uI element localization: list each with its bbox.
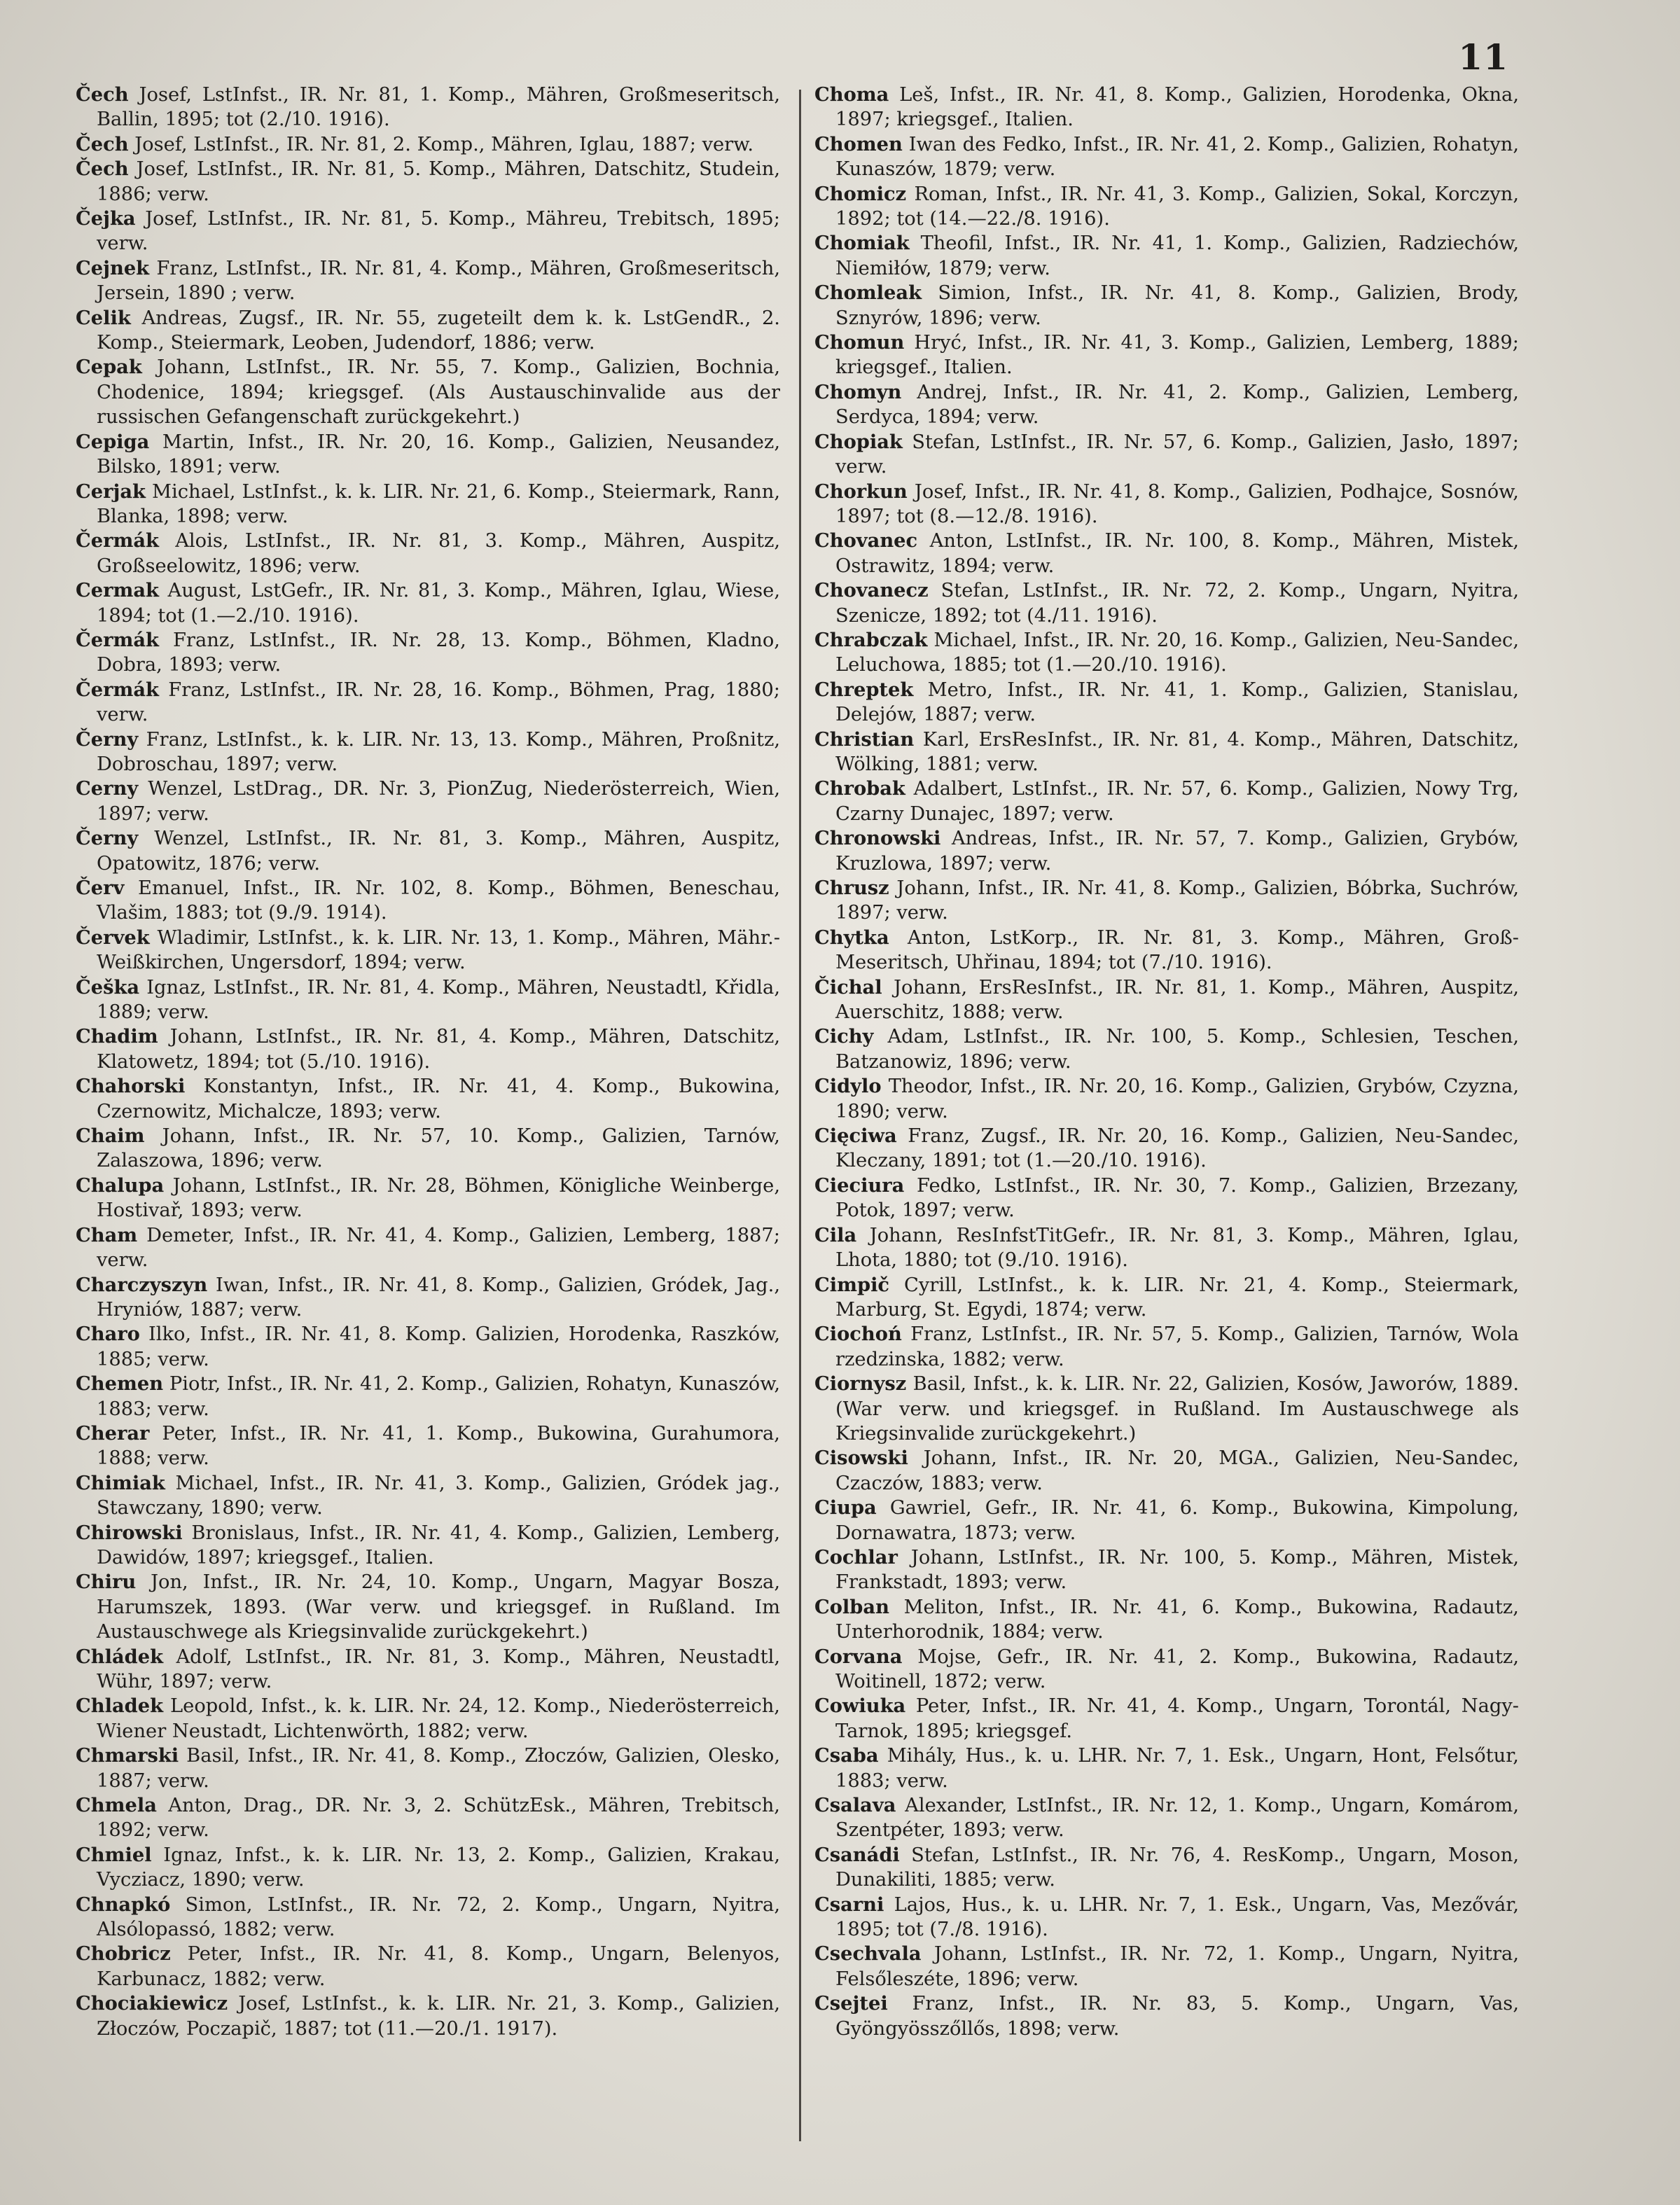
register-entry <box>76 1124 780 1174</box>
entry-surname: Cerjak <box>76 480 146 503</box>
entry-details: Anton, LstInfst., IR. Nr. 100, 8. Komp., Mähren, Mistek, Ostrawitz, 1894; verw. <box>835 530 1519 577</box>
entry-surname: Češka <box>76 975 140 999</box>
entry-details: Michael, LstInfst., k. k. LIR. Nr. 21, 6. Komp., Steiermark, Rann, Blanka, 1898; verw. <box>97 480 780 527</box>
entry-surname: Chovanecz <box>814 579 929 602</box>
register-entry <box>814 1322 1519 1372</box>
entry-surname: Corvana <box>814 1645 903 1668</box>
entry-details: Franz, LstInfst., IR. Nr. 28, 16. Komp., Böhmen, Prag, 1880; verw. <box>97 679 780 726</box>
entry-surname: Chomun <box>814 331 905 354</box>
entry-surname: Csanádi <box>814 1843 900 1866</box>
entry-surname: Červ <box>76 877 125 899</box>
entry-details: Ignaz, Infst., k. k. LIR. Nr. 13, 2. Komp., Galizien, Krakau, Vycziacz, 1890; verw. <box>97 1844 780 1891</box>
entry-details: Peter, Infst., IR. Nr. 41, 8. Komp., Ungarn, Belenyos, Karbunacz, 1882; verw. <box>97 1943 780 1990</box>
entry-details: Bronislaus, Infst., IR. Nr. 41, 4. Komp., Galizien, Lemberg, Dawidów, 1897; kriegsgef., Italien. <box>97 1522 780 1568</box>
register-entry <box>814 1124 1519 1174</box>
entry-surname: Chrabczak <box>814 628 928 651</box>
entry-surname: Charczyszyn <box>76 1273 208 1296</box>
entry-surname: Chytka <box>814 926 889 949</box>
entry-surname: Cejnek <box>76 256 150 279</box>
entry-surname: Cerny <box>76 777 139 800</box>
entry-details: Stefan, LstInfst., IR. Nr. 76, 4. ResKomp., Ungarn, Moson, Dunakiliti, 1885; verw. <box>835 1844 1519 1891</box>
left-column <box>76 83 780 2155</box>
entry-details: Johann, ResInfstTitGefr., IR. Nr. 81, 3. Komp., Mähren, Iglau, Lhota, 1880; tot (9./10. 1916). <box>835 1224 1519 1272</box>
register-entry <box>814 1942 1519 1991</box>
register-entry <box>76 1223 780 1273</box>
entry-surname: Chomyn <box>814 380 902 403</box>
entry-details: Ignaz, LstInfst., IR. Nr. 81, 4. Komp., Mähren, Neustadtl, Křidla, 1889; verw. <box>97 976 780 1024</box>
entry-surname: Cieciura <box>814 1174 905 1197</box>
entry-surname: Cimpič <box>814 1273 890 1296</box>
entry-details: Franz, Zugsf., IR. Nr. 20, 16. Komp., Galizien, Neu-Sandec, Kleczany, 1891; tot (1.—20./10. 1916). <box>835 1125 1519 1172</box>
entry-details: Franz, Infst., IR. Nr. 83, 5. Komp., Ungarn, Vas, Gyöngyösszőllős, 1898; verw. <box>835 1993 1519 2040</box>
entry-details: Josef, LstInfst., IR. Nr. 81, 5. Komp., Mähren, Datschitz, Studein, 1886; verw. <box>97 158 780 205</box>
register-entry <box>814 380 1519 430</box>
entry-surname: Chrusz <box>814 877 889 899</box>
entry-surname: Ciornysz <box>814 1372 907 1396</box>
entry-surname: Cila <box>814 1223 857 1246</box>
register-entry <box>814 678 1519 728</box>
register-entry <box>76 83 780 132</box>
entry-surname: Chmarski <box>76 1744 179 1767</box>
entry-surname: Cermak <box>76 579 159 602</box>
register-entry <box>76 1991 780 2041</box>
entry-details: Adalbert, LstInfst., IR. Nr. 57, 6. Komp., Galizien, Nowy Trg, Czarny Dunajec, 1897; verw. <box>835 778 1519 825</box>
entry-details: Simion, Infst., IR. Nr. 41, 8. Komp., Galizien, Brody, Sznyrów, 1896; verw. <box>835 282 1519 329</box>
entry-details: Johann, ErsResInfst., IR. Nr. 81, 1. Komp., Mähren, Auspitz, Auerschitz, 1888; verw. <box>835 976 1519 1024</box>
register-entry <box>814 1446 1519 1496</box>
entry-details: Josef, LstInfst., k. k. LIR. Nr. 21, 3. Komp., Galizien, Złoczów, Poczapič, 1887; tot (11.—20./1. 1917). <box>97 1993 780 2040</box>
register-entry <box>814 1694 1519 1744</box>
entry-surname: Cowiuka <box>814 1695 906 1718</box>
register-entry <box>76 1521 780 1571</box>
entry-details: Mihály, Hus., k. u. LHR. Nr. 7, 1. Esk., Ungarn, Hont, Felsőtur, 1883; verw. <box>835 1745 1519 1792</box>
register-entry <box>76 355 780 429</box>
register-entry <box>76 1372 780 1421</box>
entry-surname: Chmela <box>76 1794 157 1817</box>
entry-details: Basil, Infst., IR. Nr. 41, 8. Komp., Złoczów, Galizien, Olesko, 1887; verw. <box>97 1745 780 1792</box>
entry-surname: Chmiel <box>76 1843 152 1866</box>
entry-surname: Colban <box>814 1595 889 1618</box>
entry-details: Iwan des Fedko, Infst., IR. Nr. 41, 2. Komp., Galizien, Rohatyn, Kunaszów, 1879; verw. <box>835 133 1519 181</box>
register-entry <box>814 975 1519 1025</box>
entry-details: Johann, LstInfst., IR. Nr. 100, 5. Komp., Mähren, Mistek, Frankstadt, 1893; verw. <box>835 1546 1519 1594</box>
entry-details: Wenzel, LstDrag., DR. Nr. 3, PionZug, Niederösterreich, Wien, 1897; verw. <box>97 778 780 825</box>
register-entry <box>814 83 1519 132</box>
entry-surname: Cidylo <box>814 1075 882 1098</box>
entry-surname: Chimiak <box>76 1471 165 1494</box>
entry-details: Alexander, LstInfst., IR. Nr. 12, 1. Komp., Ungarn, Komárom, Szentpéter, 1893; verw. <box>835 1795 1519 1842</box>
register-entry <box>76 1843 780 1893</box>
entry-details: Peter, Infst., IR. Nr. 41, 1. Komp., Bukowina, Gurahumora, 1888; verw. <box>97 1422 780 1470</box>
entry-details: Basil, Infst., k. k. LIR. Nr. 22, Galizien, Kosów, Jaworów, 1889. (War verw. und kriegsgef. in Rußland. Im Austauschwege als Kriegsinvalide zurückgekehrt.) <box>835 1373 1519 1445</box>
entry-surname: Chirowski <box>76 1521 183 1544</box>
register-entry <box>76 926 780 975</box>
register-entry <box>76 256 780 306</box>
entry-surname: Chadim <box>76 1025 158 1048</box>
entry-details: Demeter, Infst., IR. Nr. 41, 4. Komp., Galizien, Lemberg, 1887; verw. <box>97 1224 780 1272</box>
register-entry <box>76 1024 780 1074</box>
entry-details: Peter, Infst., IR. Nr. 41, 4. Komp., Ungarn, Torontál, Nagy-Tarnok, 1895; kriegsgef. <box>835 1695 1519 1742</box>
register-entry <box>814 926 1519 975</box>
entry-details: Anton, Drag., DR. Nr. 3, 2. SchützEsk., Mähren, Trebitsch, 1892; verw. <box>97 1795 780 1842</box>
register-entry <box>814 331 1519 380</box>
register-entry <box>814 728 1519 777</box>
entry-details: Josef, LstInfst., IR. Nr. 81, 2. Komp., Mähren, Iglau, 1887; verw. <box>128 133 754 155</box>
entry-surname: Cichy <box>814 1025 874 1048</box>
register-entry <box>814 1273 1519 1323</box>
entry-surname: Černy <box>76 728 139 751</box>
entry-surname: Chovanec <box>814 529 918 552</box>
register-entry <box>76 1174 780 1223</box>
register-entry <box>76 1421 780 1471</box>
register-entry <box>814 182 1519 232</box>
entry-details: Andrej, Infst., IR. Nr. 41, 2. Komp., Galizien, Lemberg, Serdyca, 1894; verw. <box>835 381 1519 429</box>
entry-details: Theodor, Infst., IR. Nr. 20, 16. Komp., Galizien, Grybów, Czyzna, 1890; verw. <box>835 1076 1519 1122</box>
entry-details: Emanuel, Infst., IR. Nr. 102, 8. Komp., Böhmen, Beneschau, Vlašim, 1883; tot (9./9. 1914). <box>97 877 780 924</box>
entry-surname: Chreptek <box>814 678 914 701</box>
register-entry <box>76 1322 780 1372</box>
register-entry <box>76 628 780 678</box>
register-entry <box>76 132 780 157</box>
register-entry <box>814 1595 1519 1645</box>
entry-surname: Ciupa <box>814 1496 877 1519</box>
entry-details: Gawriel, Gefr., IR. Nr. 41, 6. Komp., Bukowina, Kimpolung, Dornawatra, 1873; verw. <box>835 1497 1519 1544</box>
entry-surname: Christian <box>814 728 915 751</box>
entry-surname: Chnapkó <box>76 1893 171 1916</box>
register-entry <box>814 1793 1519 1843</box>
entry-details: Theofil, Infst., IR. Nr. 41, 1. Komp., Galizien, Radziechów, Niemiłów, 1879; verw. <box>835 232 1519 279</box>
entry-details: Adam, LstInfst., IR. Nr. 100, 5. Komp., Schlesien, Teschen, Batzanowiz, 1896; verw. <box>835 1026 1519 1073</box>
register-entry <box>76 306 780 356</box>
entry-details: Konstantyn, Infst., IR. Nr. 41, 4. Komp., Bukowina, Czernowitz, Michalcze, 1893; verw. <box>97 1076 780 1122</box>
entry-surname: Čichal <box>814 975 882 999</box>
entry-surname: Chomleak <box>814 281 922 305</box>
register-entry <box>76 728 780 777</box>
entry-details: Fedko, LstInfst., IR. Nr. 30, 7. Komp., Galizien, Brzezany, Potok, 1897; verw. <box>835 1174 1519 1222</box>
entry-details: Leš, Infst., IR. Nr. 41, 8. Komp., Galizien, Horodenka, Okna, 1897; kriegsgef., Italien. <box>835 84 1519 131</box>
register-entry <box>76 777 780 826</box>
register-entry <box>76 1694 780 1744</box>
register-entry <box>76 529 780 578</box>
entry-details: Meliton, Infst., IR. Nr. 41, 6. Komp., Bukowina, Radautz, Unterhorodnik, 1884; verw. <box>835 1596 1519 1643</box>
register-entry <box>814 430 1519 480</box>
entry-surname: Chobricz <box>76 1942 171 1966</box>
register-entry <box>814 777 1519 826</box>
register-entry <box>76 876 780 926</box>
register-entry <box>814 529 1519 578</box>
entry-details: Wenzel, LstInfst., IR. Nr. 81, 3. Komp., Mähren, Auspitz, Opatowitz, 1876; verw. <box>97 828 780 875</box>
entry-surname: Ciochoń <box>814 1323 902 1346</box>
entry-details: Michael, Infst., IR. Nr. 20, 16. Komp., Galizien, Neu-Sandec, Leluchowa, 1885; tot (1.—20./10. 1916). <box>835 629 1519 676</box>
register-entry <box>814 231 1519 281</box>
entry-surname: Chopiak <box>814 430 903 453</box>
register-entry <box>814 826 1519 876</box>
entry-details: Josef, LstInfst., IR. Nr. 81, 1. Komp., Mähren, Großmeseritsch, Ballin, 1895; tot (2./10. 1916). <box>97 84 780 131</box>
entry-surname: Chomiak <box>814 232 910 255</box>
entry-surname: Cochlar <box>814 1545 898 1568</box>
right-column <box>814 83 1519 2155</box>
entry-details: Franz, LstInfst., IR. Nr. 81, 4. Komp., Mähren, Großmeseritsch, Jersein, 1890 ; verw. <box>97 257 780 305</box>
page-number: 11 <box>1458 36 1508 78</box>
entry-details: Ilko, Infst., IR. Nr. 41, 8. Komp. Galizien, Horodenka, Raszków, 1885; verw. <box>97 1323 780 1370</box>
register-entry <box>814 1024 1519 1074</box>
register-entry <box>814 132 1519 182</box>
entry-surname: Chemen <box>76 1372 164 1396</box>
entry-surname: Chaim <box>76 1125 145 1148</box>
entry-details: Piotr, Infst., IR. Nr. 41, 2. Komp., Galizien, Rohatyn, Kunaszów, 1883; verw. <box>97 1373 780 1420</box>
entry-details: Wladimir, LstInfst., k. k. LIR. Nr. 13, 1. Komp., Mähren, Mähr.-Weißkirchen, Ungersdorf, 1894; verw. <box>97 926 780 974</box>
entry-surname: Cepiga <box>76 430 150 453</box>
entry-surname: Celik <box>76 306 131 329</box>
entry-surname: Csalava <box>814 1794 896 1817</box>
register-entry <box>76 1570 780 1644</box>
entry-surname: Csaba <box>814 1744 879 1767</box>
entry-surname: Cięciwa <box>814 1125 897 1148</box>
entry-details: Johann, Infst., IR. Nr. 41, 8. Komp., Galizien, Bóbrka, Suchrów, 1897; verw. <box>835 877 1519 924</box>
entry-details: Johann, Infst., IR. Nr. 57, 10. Komp., Galizien, Tarnów, Zalaszowa, 1896; verw. <box>97 1125 780 1172</box>
entry-details: Metro, Infst., IR. Nr. 41, 1. Komp., Galizien, Stanislau, Delejów, 1887; verw. <box>835 679 1519 726</box>
entry-surname: Cham <box>76 1223 138 1246</box>
register-entry <box>76 1942 780 1991</box>
entry-details: Martin, Infst., IR. Nr. 20, 16. Komp., Galizien, Neusandez, Bilsko, 1891; verw. <box>97 431 780 478</box>
register-entry <box>814 1843 1519 1893</box>
entry-surname: Chahorski <box>76 1075 186 1098</box>
entry-surname: Čejka <box>76 207 136 230</box>
register-entry <box>814 1372 1519 1446</box>
entry-surname: Chomen <box>814 132 903 155</box>
register-entry <box>814 1991 1519 2041</box>
register-entry <box>76 430 780 480</box>
entry-surname: Csechvala <box>814 1942 922 1966</box>
entry-surname: Chronowski <box>814 827 941 850</box>
entry-surname: Cisowski <box>814 1447 908 1470</box>
entry-surname: Chiru <box>76 1571 137 1594</box>
register-entry <box>814 1893 1519 1942</box>
entry-surname: Cherar <box>76 1421 150 1445</box>
entry-details: Alois, LstInfst., IR. Nr. 81, 3. Komp., Mähren, Auspitz, Großseelowitz, 1896; verw. <box>97 530 780 577</box>
register-entry <box>76 1645 780 1695</box>
register-entry <box>814 1223 1519 1273</box>
entry-details: Anton, LstKorp., IR. Nr. 81, 3. Komp., Mähren, Groß-Meseritsch, Uhřinau, 1894; tot (7./10. 1916). <box>835 926 1519 974</box>
entry-details: Simon, LstInfst., IR. Nr. 72, 2. Komp., Ungarn, Nyitra, Alsólopassó, 1882; verw. <box>97 1893 780 1941</box>
entry-surname: Chociakiewicz <box>76 1992 228 2015</box>
register-entry <box>814 1645 1519 1695</box>
entry-details: Johann, LstInfst., IR. Nr. 28, Böhmen, Königliche Weinberge, Hostivař, 1893; verw. <box>97 1174 780 1222</box>
register-entry <box>814 1744 1519 1793</box>
entry-details: Hryć, Infst., IR. Nr. 41, 3. Komp., Galizien, Lemberg, 1889; kriegsgef., Italien. <box>835 332 1519 379</box>
register-entry <box>76 157 780 207</box>
register-entry <box>76 1074 780 1124</box>
entry-surname: Charo <box>76 1323 140 1346</box>
entry-details: Franz, LstInfst., IR. Nr. 28, 13. Komp., Böhmen, Kladno, Dobra, 1893; verw. <box>97 629 780 676</box>
register-entry <box>76 1793 780 1843</box>
entry-surname: Chrobak <box>814 777 905 800</box>
entry-details: Johann, LstInfst., IR. Nr. 72, 1. Komp., Ungarn, Nyitra, Felsőleszéte, 1896; verw. <box>835 1943 1519 1990</box>
register-entry <box>76 1744 780 1793</box>
entry-surname: Černy <box>76 827 139 850</box>
register-entry <box>76 578 780 628</box>
column-divider <box>799 90 801 2141</box>
entry-surname: Červek <box>76 926 150 949</box>
entry-surname: Chladek <box>76 1695 163 1718</box>
entry-details: Johann, LstInfst., IR. Nr. 55, 7. Komp., Galizien, Bochnia, Chodenice, 1894; kriegsgef. (Als Austauschinvalide aus der russischen Gefangenschaft zurückgekehrt.) <box>97 356 780 429</box>
entry-surname: Csejtei <box>814 1992 888 2015</box>
register-entry <box>76 480 780 529</box>
register-entry <box>814 876 1519 926</box>
entry-surname: Chorkun <box>814 480 908 503</box>
entry-details: Karl, ErsResInfst., IR. Nr. 81, 4. Komp., Mähren, Datschitz, Wölking, 1881; verw. <box>835 728 1519 775</box>
entry-surname: Čech <box>76 158 129 181</box>
register-entry <box>814 1174 1519 1223</box>
entry-details: Andreas, Zugsf., IR. Nr. 55, zugeteilt dem k. k. LstGendR., 2. Komp., Steiermark, Leoben, Judendorf, 1886; verw. <box>97 307 780 354</box>
entry-surname: Chalupa <box>76 1174 165 1197</box>
entry-surname: Čech <box>76 132 129 155</box>
register-entry <box>76 1273 780 1323</box>
entry-details: Johann, LstInfst., IR. Nr. 81, 4. Komp., Mähren, Datschitz, Klatowetz, 1894; tot (5./10. 1916). <box>97 1026 780 1073</box>
entry-details: Andreas, Infst., IR. Nr. 57, 7. Komp., Galizien, Grybów, Kruzlowa, 1897; verw. <box>835 828 1519 875</box>
entry-surname: Cepak <box>76 356 142 379</box>
entry-details: Johann, Infst., IR. Nr. 20, MGA., Galizien, Neu-Sandec, Czaczów, 1883; verw. <box>835 1447 1519 1494</box>
entry-details: Josef, LstInfst., IR. Nr. 81, 5. Komp., Mähreu, Trebitsch, 1895; verw. <box>97 208 780 255</box>
register-entry <box>814 480 1519 529</box>
entry-details: Franz, LstInfst., IR. Nr. 57, 5. Komp., Galizien, Tarnów, Wola rzedzinska, 1882; verw. <box>835 1323 1519 1370</box>
register-entry <box>76 826 780 876</box>
register-entry <box>814 281 1519 331</box>
register-entry <box>76 975 780 1025</box>
register-entry <box>76 1893 780 1942</box>
entry-details: Roman, Infst., IR. Nr. 41, 3. Komp., Galizien, Sokal, Korczyn, 1892; tot (14.—22./8. 1916). <box>835 183 1519 230</box>
entry-details: Stefan, LstInfst., IR. Nr. 72, 2. Komp., Ungarn, Nyitra, Szenicze, 1892; tot (4./11. 1916). <box>835 580 1519 627</box>
entry-surname: Čech <box>76 83 129 106</box>
entry-surname: Chomicz <box>814 182 907 205</box>
register-entry <box>76 1471 780 1521</box>
register-entry <box>814 628 1519 678</box>
register-entry <box>814 1074 1519 1124</box>
entry-surname: Čermák <box>76 529 159 552</box>
entry-surname: Čermák <box>76 678 159 701</box>
register-entry <box>814 1545 1519 1595</box>
entry-details: Lajos, Hus., k. u. LHR. Nr. 7, 1. Esk., Ungarn, Vas, Mezővár, 1895; tot (7./8. 1916). <box>835 1893 1519 1941</box>
entry-surname: Choma <box>814 83 889 106</box>
register-entry <box>814 1496 1519 1545</box>
entry-details: August, LstGefr., IR. Nr. 81, 3. Komp., Mähren, Iglau, Wiese, 1894; tot (1.—2./10. 1916). <box>97 580 780 627</box>
entry-details: Michael, Infst., IR. Nr. 41, 3. Komp., Galizien, Gródek jag., Stawczany, 1890; verw. <box>97 1472 780 1519</box>
entry-details: Iwan, Infst., IR. Nr. 41, 8. Komp., Galizien, Gródek, Jag., Hryniów, 1887; verw. <box>97 1274 780 1321</box>
register-entry <box>76 207 780 256</box>
entry-surname: Chládek <box>76 1645 163 1668</box>
entry-details: Josef, Infst., IR. Nr. 41, 8. Komp., Galizien, Podhajce, Sosnów, 1897; tot (8.—12./8. 1916). <box>835 480 1519 527</box>
entry-details: Cyrill, LstInfst., k. k. LIR. Nr. 21, 4. Komp., Steiermark, Marburg, St. Egydi, 1874; verw. <box>835 1274 1519 1321</box>
entry-details: Stefan, LstInfst., IR. Nr. 57, 6. Komp., Galizien, Jasło, 1897; verw. <box>835 431 1519 478</box>
entry-surname: Csarni <box>814 1893 884 1916</box>
entry-details: Adolf, LstInfst., IR. Nr. 81, 3. Komp., Mähren, Neustadtl, Wühr, 1897; verw. <box>97 1646 780 1692</box>
entry-details: Mojse, Gefr., IR. Nr. 41, 2. Komp., Bukowina, Radautz, Woitinell, 1872; verw. <box>835 1646 1519 1692</box>
entry-details: Franz, LstInfst., k. k. LIR. Nr. 13, 13. Komp., Mähren, Proßnitz, Dobroschau, 1897; verw. <box>97 728 780 775</box>
register-entry <box>76 678 780 728</box>
entry-details: Jon, Infst., IR. Nr. 24, 10. Komp., Ungarn, Magyar Bosza, Harumszek, 1893. (War verw. und kriegsgef. in Rußland. Im Austauschwege als Kriegsinvalide zurückgekehrt.) <box>97 1571 780 1643</box>
entry-surname: Čermák <box>76 628 159 651</box>
entry-details: Leopold, Infst., k. k. LIR. Nr. 24, 12. Komp., Niederösterreich, Wiener Neustadt, Lichtenwörth, 1882; verw. <box>97 1695 780 1742</box>
register-entry <box>814 578 1519 628</box>
